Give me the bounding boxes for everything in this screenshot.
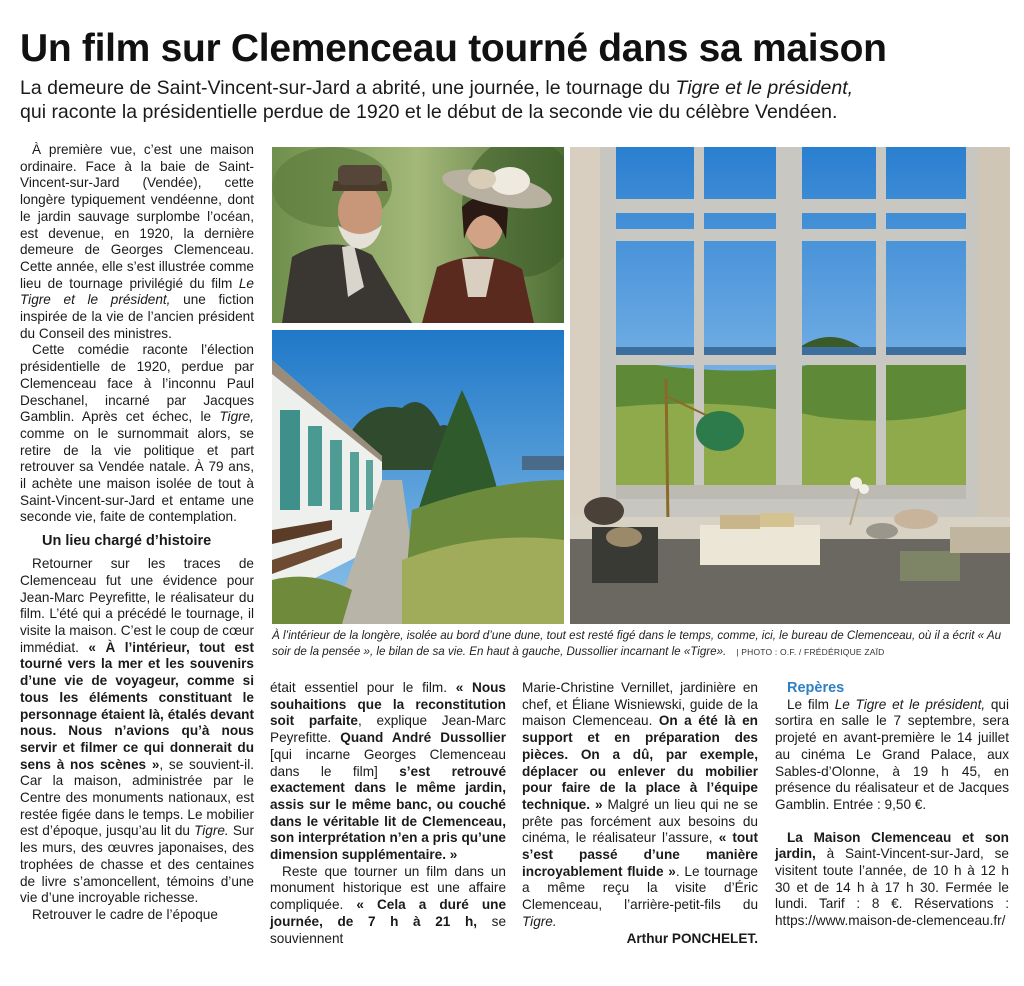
quote: Quand André Dussollier bbox=[340, 730, 507, 746]
text: [qui incarne Georges Clemenceau dans le film] bbox=[270, 746, 506, 779]
paragraph: Retrouver le cadre de l’époque bbox=[32, 906, 218, 922]
tigre-italic: Tigre. bbox=[194, 823, 229, 839]
text: À première vue, c’est une maison ordinaire. Face à la baie de Saint-Vincent-sur-Jard (Vendée), cette longère typiquement vendéenne, dont le jardin sauvage surplombe l’océan, est devenue, en 1920, la dernière demeure de Georges Clemenceau. Cette année, elle s’est illustrée comme lieu de tournage privilégié du film bbox=[20, 142, 254, 291]
bold-lead: La Maison Clemenceau et son jardin, bbox=[775, 829, 1009, 862]
paragraph bbox=[270, 680, 506, 864]
photo-garden bbox=[272, 330, 564, 624]
paragraph bbox=[775, 830, 1009, 930]
reperes-title: Repères bbox=[787, 680, 845, 696]
text: qui sortira en salle le 7 septembre, sera projeté en avant-première le 14 juillet au cinéma Le Grand Palace, aux Sables-d’Olonne, à 19 h 45, en présence du réalisateur et de Jacques Gamblin. Entrée : 9,50 €. bbox=[775, 696, 1009, 812]
photo-actors bbox=[272, 147, 564, 323]
caption-text: À l’intérieur de la longère, isolée au bord d’une dune, tout est resté figé dans le temps, comme, ici, le bureau de Clemenceau, où il a écrit « Au soir de la pensée », le bilan de sa vie. En haut à gauche, Dussollier incarnant le «Tigre». bbox=[272, 629, 1002, 658]
quote: « À l’intérieur, tout est tourné vers la mer et les souvenirs d’une vie de voyageur, comme si tous les éléments constituant le personnage étaient là, étalés devant nous. Nous n’avions qu’à nous servir et filmer ce qui donnerait du sens à nos scènes » bbox=[20, 639, 254, 772]
text: était essentiel pour le film. bbox=[270, 680, 456, 695]
deck bbox=[20, 76, 1010, 124]
film-title: Le Tigre et le président, bbox=[20, 275, 254, 308]
quote: s’est retrouvé exactement dans le même jardin, assis sur le même banc, ou couché dans le véritable lit de Clemenceau, son interprétation n’en a pris qu’une dimension supplémentaire. » bbox=[270, 763, 507, 863]
column-2 bbox=[270, 680, 506, 947]
text: Le film bbox=[787, 696, 835, 712]
text: une fiction inspirée de la vie de l’ancien président du Conseil des ministres. bbox=[20, 292, 254, 341]
film-title: Le Tigre et le président, bbox=[834, 696, 986, 712]
text: comme on le surnommait alors, se retire de la vie politique et part retrouver sa Vendée natale. À 79 ans, il achète une maison isolée de tout à Saint-Vincent-sur-Jard et entame une seconde vie, faite de contemplation. bbox=[20, 425, 254, 525]
text: Cette comédie raconte l’élection présidentielle de 1920, perdue par Clemenceau face à l’inconnu Paul Deschanel, incarné par Jacques Gamblin. Après cet échec, le bbox=[20, 342, 254, 425]
deck-text: La demeure de Saint-Vincent-sur-Jard a abrité, une journée, le tournage du bbox=[20, 77, 676, 99]
text: se souviennent bbox=[270, 913, 506, 946]
text: Reste que tourner un film dans un monument historique est une affaire compliquée. bbox=[270, 863, 506, 913]
quote: On a été là en support et en préparation des pièces. On a dû, par exemple, déplacer ou enlever du mobilier pour faire de la place à l’équipe technique. » bbox=[522, 713, 758, 812]
text: Sur les murs, des œuvres japonaises, des trophées de chasse et des centaines de livre s’amoncellent, témoins d’une vie d’une incroyable richesse. bbox=[20, 823, 255, 906]
headline: Un film sur Clemenceau tourné dans sa maison bbox=[20, 27, 887, 70]
quote: « Cela a duré une journée, de 7 h à 21 h, bbox=[270, 897, 507, 929]
text: Marie-Christine Vernillet, jardinière en chef, et Éliane Wisniewski, guide de la maison Clemenceau. bbox=[522, 680, 758, 729]
column-1 bbox=[20, 142, 254, 924]
tigre-italic: Tigre. bbox=[522, 913, 557, 929]
quote: « tout s’est passé d’une manière incroyablement fluide » bbox=[522, 830, 759, 879]
text: . Le tournage a même reçu la visite d’Éric Clemenceau, l’arrière-petit-fils du bbox=[522, 863, 758, 913]
column-reperes bbox=[775, 680, 1009, 930]
paragraph bbox=[775, 697, 1009, 814]
paragraph bbox=[522, 680, 758, 931]
photo-desk-window bbox=[570, 147, 1010, 624]
photo-credit: | PHOTO : O.F. / FRÉDÉRIQUE ZAÏD bbox=[736, 647, 885, 657]
quote: « Nous souhaitions que la reconstitution soit parfaite bbox=[270, 680, 506, 729]
subheading: Un lieu chargé d’histoire bbox=[42, 533, 212, 550]
text: Malgré un lieu qui ne se prête pas forcément aux besoins du cinéma, le réalisateur l’assure, bbox=[522, 796, 758, 846]
deck-text-2: qui raconte la présidentielle perdue de 1920 et le début de la seconde vie du célèbre Vendéen. bbox=[20, 101, 838, 123]
deck-film-title: Tigre et le président, bbox=[675, 77, 854, 99]
paragraph bbox=[20, 142, 254, 342]
text: Retourner sur les traces de Clemenceau fut une évidence pour Jean-Marc Peyrefitte, le réalisateur du film. L’été qui a précédé le tournage, il visite la maison. C’est le coup de cœur immédiat. bbox=[20, 556, 254, 655]
paragraph bbox=[20, 342, 254, 526]
tigre-italic: Tigre, bbox=[219, 409, 254, 425]
column-3 bbox=[522, 680, 758, 947]
text: à Saint-Vincent-sur-Jard, se visitent toute l’année, de 10 h à 12 h 30 et de 14 h à 17 h 30. Fermée le lundi. Tarif : 8 €. Réservations : https://www.maison-de-clemenceau.fr/ bbox=[775, 846, 1009, 929]
photo-caption bbox=[272, 628, 1012, 660]
author-signature: Arthur PONCHELET. bbox=[626, 930, 758, 946]
paragraph bbox=[20, 556, 254, 907]
text: , explique Jean-Marc Peyrefitte. bbox=[270, 713, 506, 746]
text: , se souvient-il. Car la maison, administrée par le Centre des monuments nationaux, est restée figée dans le temps. Le mobilier est d’époque, jusqu’au lit du bbox=[20, 756, 255, 839]
paragraph bbox=[270, 864, 506, 948]
